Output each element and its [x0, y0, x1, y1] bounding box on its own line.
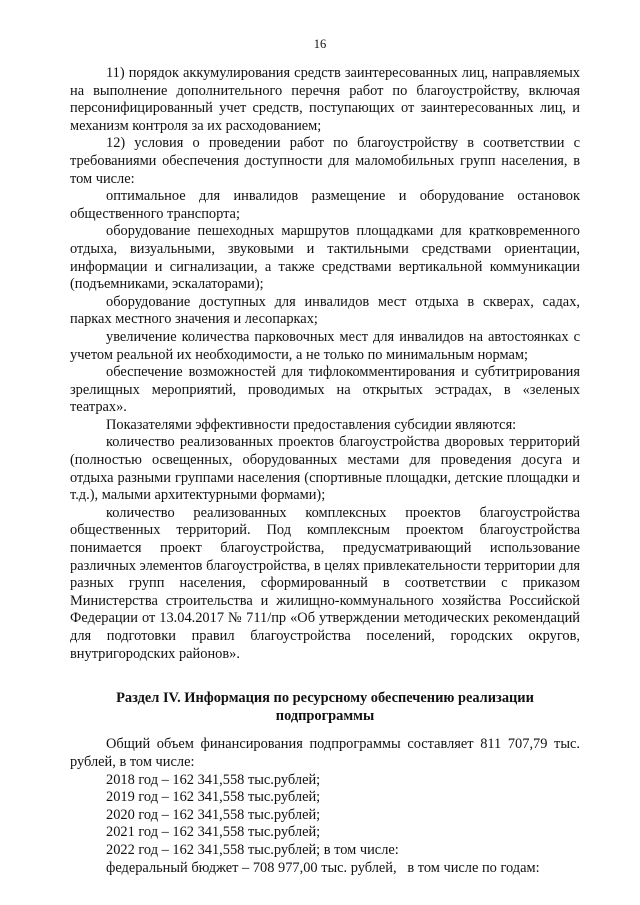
paragraph-indicator-public: количество реализованных комплексных проектов благоустройства общественных территорий. Под комплексным проектом благоустройства понимается проект благоустройства, предусматривающий использование различных элементов благоустройства, в целях привлекательности территории для разных групп населения, сформированный в соответствии с приказом Министерства строительства и жилищно-коммунального хозяйства Российской Федерации от 13.04.2017 № 711/пр «Об утверждении методических рекомендаций для подготовки правил благоустройства поселений, городских округов, внутригородских районов». [70, 504, 580, 662]
funding-year-2018: 2018 год – 162 341,558 тыс.рублей; [106, 771, 321, 788]
funding-year-2022: 2022 год – 162 341,558 тыс.рублей; в том числе: [106, 841, 399, 858]
funding-intro: Общий объем финансирования подпрограммы составляет 811 707,79 тыс. рублей, в том числе: [70, 736, 580, 770]
paragraph-parking: увеличение количества парковочных мест для инвалидов на автостоянках с учетом реальной их необходимости, а не только по минимальным нормам; [70, 328, 580, 363]
page-body [70, 65, 580, 877]
page-number: 16 [313, 37, 327, 51]
paragraph-indicators-intro: Показателями эффективности предоставления субсидии являются: [106, 416, 517, 433]
paragraph-item-12: 12) условия о проведении работ по благоустройству в соответствии с требованиями обеспечения доступности для маломобильных групп населения, в том числе: [70, 135, 580, 187]
paragraph-bus-stops: оптимальное для инвалидов размещение и оборудование остановок общественного транспорта; [70, 188, 580, 222]
federal-budget-line: федеральный бюджет – 708 977,00 тыс. рублей, в том числе по годам: [106, 859, 540, 876]
funding-year-2019: 2019 год – 162 341,558 тыс.рублей; [106, 789, 321, 806]
paragraph-item-11: 11) порядок аккумулирования средств заинтересованных лиц, направляемых на выполнение дополнительного перечня работ по благоустройству, включая персонифицированный учет средств, поступающих от заинтересованных лиц, и механизм контроля за их расходованием; [70, 65, 580, 134]
paragraph-rest-places: оборудование доступных для инвалидов мест отдыха в скверах, садах, парках местного значения и лесопарках; [70, 293, 580, 328]
section-heading: Раздел IV. Информация по ресурсному обеспечению реализации подпрограммы [116, 690, 534, 724]
paragraph-subtitles: обеспечение возможностей для тифлокомментирования и субтитрирования зрелищных мероприятий, проводимых на открытых эстрадах, в «зеленых театрах». [70, 364, 580, 416]
paragraph-indicator-yards: количество реализованных проектов благоустройства дворовых территорий (полностью освещенных, оборудованных местами для проведения досуга и отдыха разными группами населения (спортивные площадки, детские площадки и т.д.), малыми архитектурными формами); [70, 434, 580, 504]
paragraph-pedestrian-routes: оборудование пешеходных маршрутов площадками для кратковременного отдыха, визуальными, звуковыми и тактильными средствами ориентации, информации и сигнализации, а также средствами вертикальной коммуникации (подъемниками, эскалаторами); [70, 223, 580, 293]
funding-year-2021: 2021 год – 162 341,558 тыс.рублей; [106, 824, 321, 841]
funding-year-2020: 2020 год – 162 341,558 тыс.рублей; [106, 806, 321, 823]
